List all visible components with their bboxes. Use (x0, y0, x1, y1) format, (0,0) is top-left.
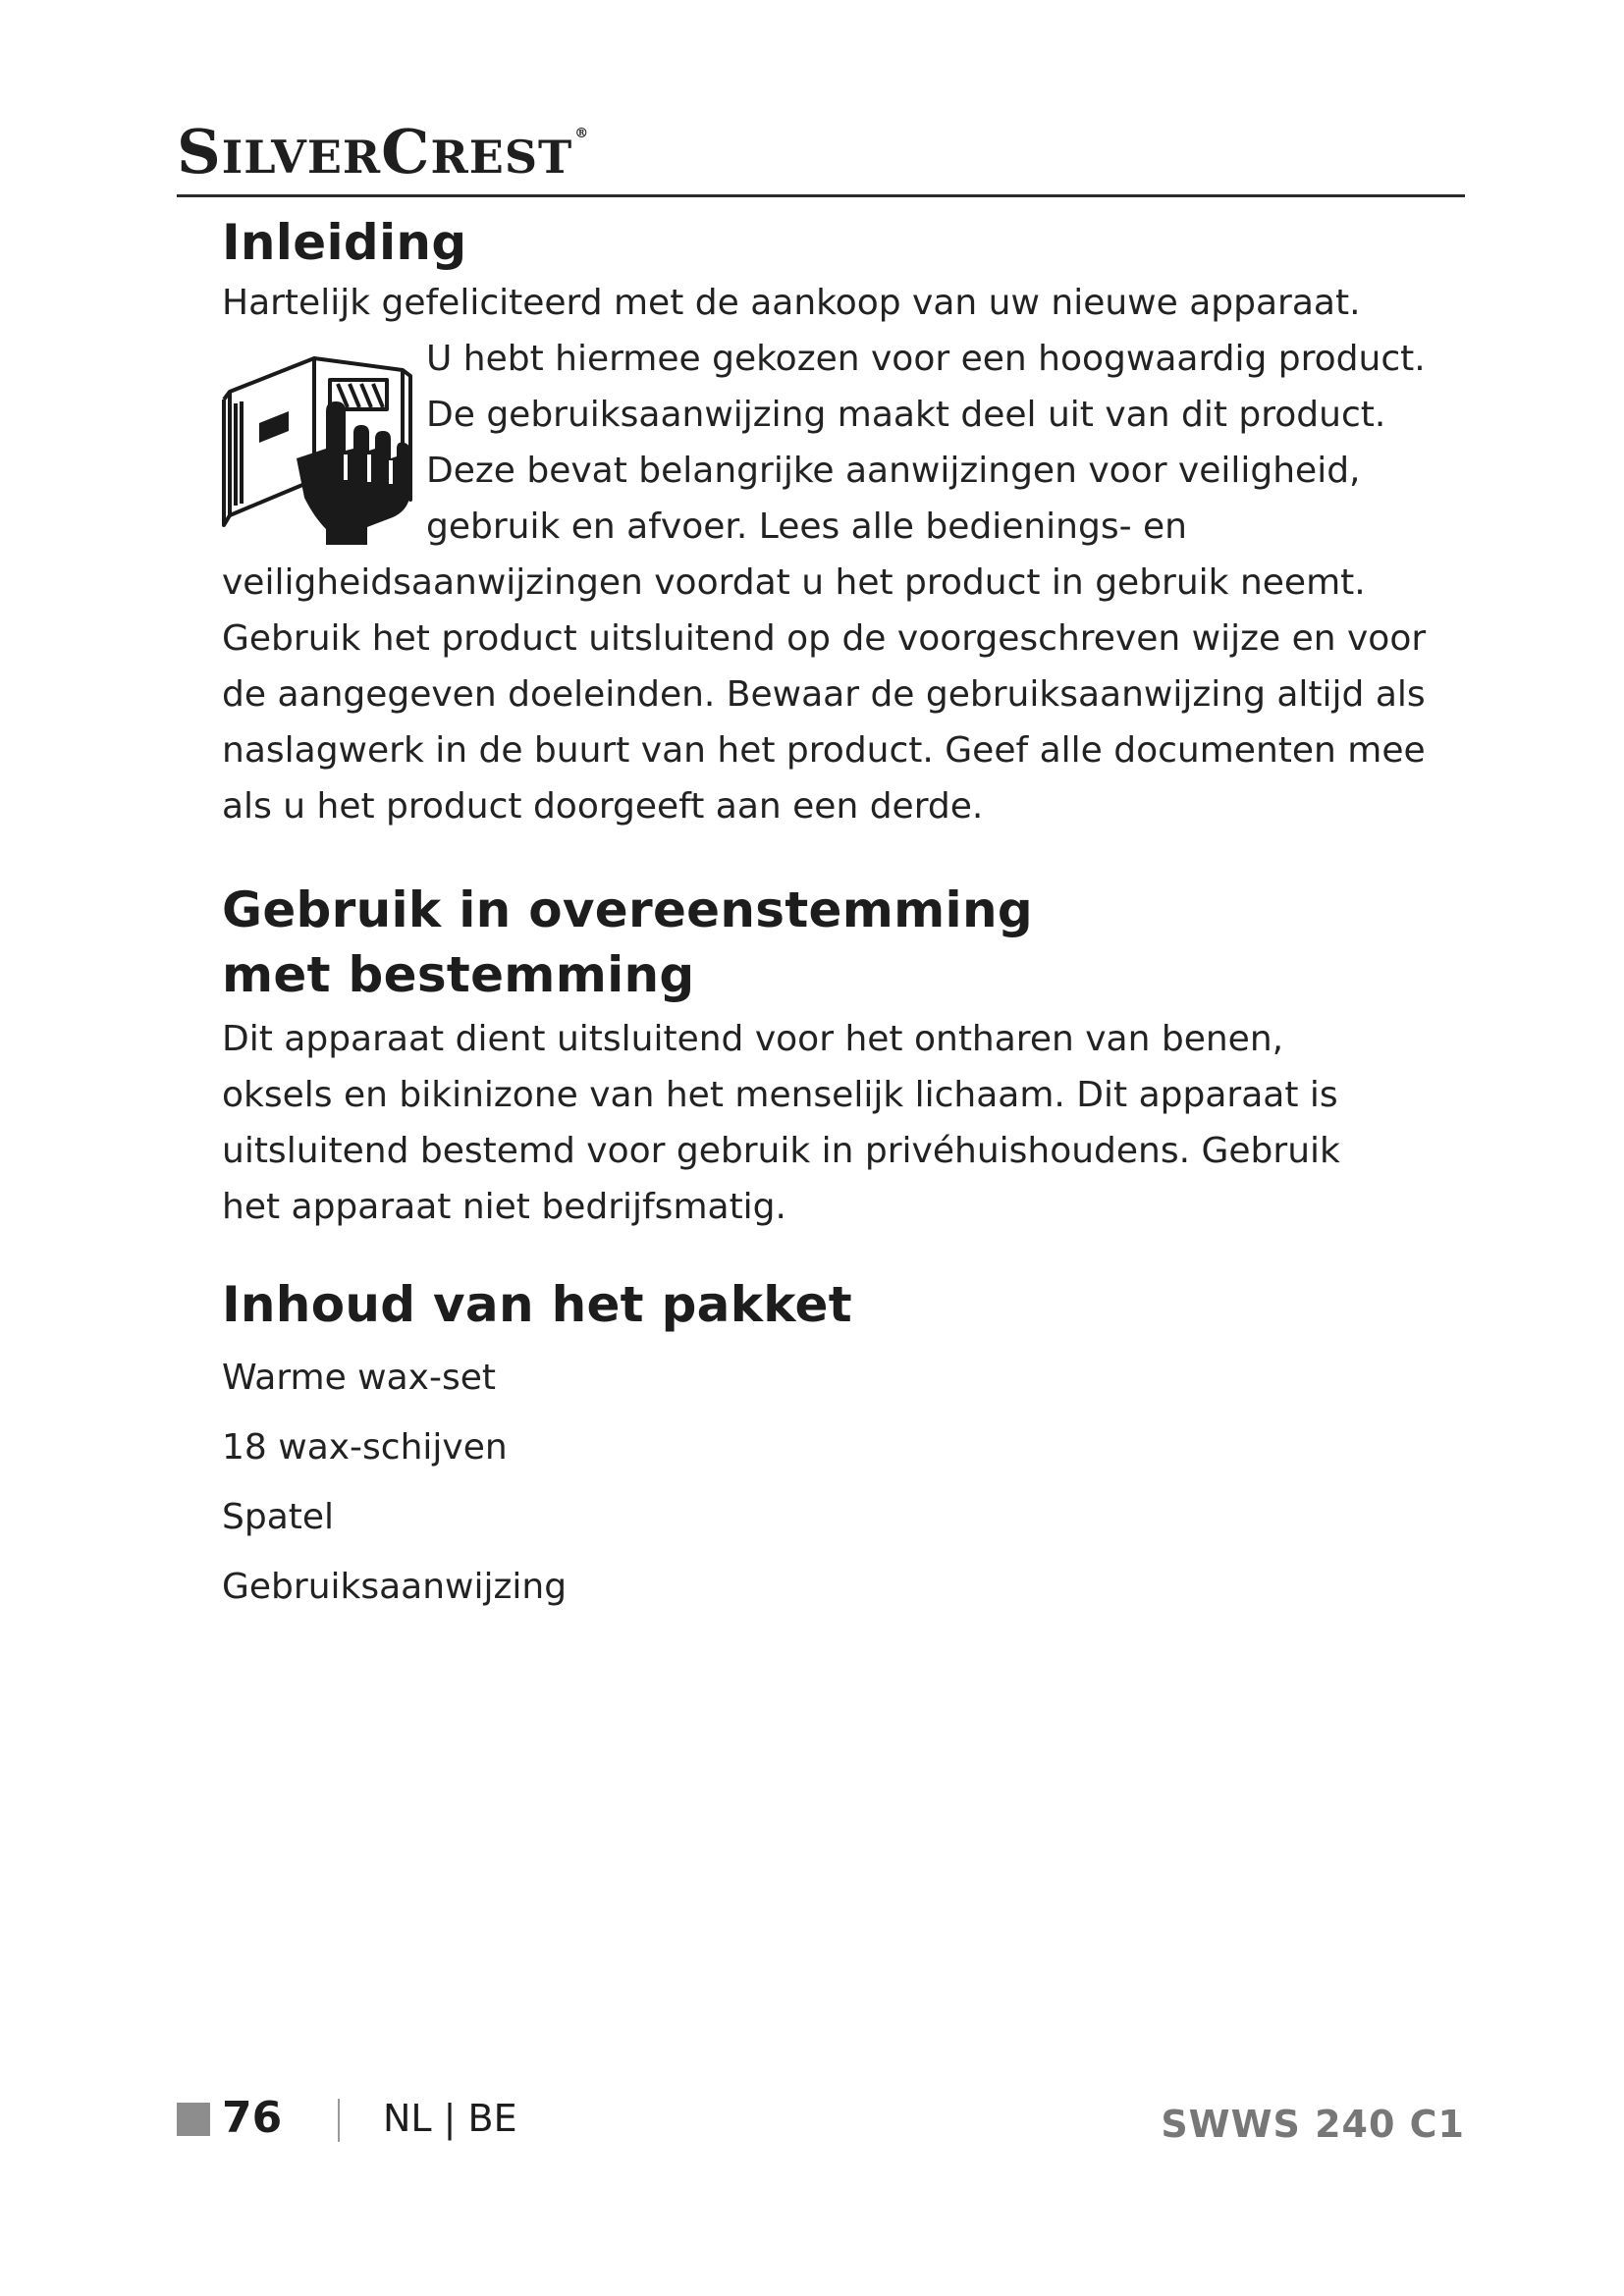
intended-use-heading: Gebruik in overeenstemming met bestemming (222, 881, 1033, 1003)
intended-use-paragraph: Dit apparaat dient uitsluitend voor het ontharen van benen, oksels en bikinizone van het menselijk lichaam. Dit apparaat is uitsluitend bestemd voor gebruik in privéhuishoudens. Gebruik het apparaat niet bedrijfsmatig. (222, 1019, 1340, 1227)
section-introduction (222, 210, 1439, 834)
list-item: Spatel (222, 1497, 335, 1537)
list-item: Warme wax-set (222, 1358, 496, 1398)
page-content (222, 210, 1439, 1622)
page-footer (177, 2091, 1465, 2150)
brand-logo: SILVERCREST ® (177, 116, 590, 187)
footer-square-marker (177, 2103, 210, 2136)
model-number: SWWS 240 C1 (1161, 2103, 1465, 2146)
list-item: 18 wax-schijven (222, 1427, 508, 1468)
page-number: 76 (222, 2093, 283, 2143)
intro-first-line: Hartelijk gefeliciteerd met de aankoop van uw nieuwe apparaat. (222, 283, 1361, 323)
intro-heading: Inleiding (222, 214, 467, 271)
section-package-contents (222, 1272, 1439, 1622)
language-label: NL | BE (383, 2097, 517, 2140)
list-item: Gebruiksaanwijzing (222, 1567, 568, 1607)
manual-book-hand-icon (220, 333, 416, 547)
intro-paragraph: U hebt hiermee gekozen voor een hoogwaardig product. De gebruiksaanwijzing maakt deel uit van dit product. Deze bevat belangrijke aanwijzingen voor veiligheid, gebruik en afvoer. Lees alle bedienings- en veiligheidsaanwijzingen voordat u het product in gebruik neemt. Gebruik het product uitsluitend op de voorgeschreven wijze en voor de aangegeven doeleinden. Bewaar de gebruiksaanwijzing altijd als naslagwerk in de buurt van het product. Geef alle documenten mee als u het product doorgeeft aan een derde. (222, 339, 1427, 827)
package-contents-list (222, 1343, 1439, 1622)
header-rule (177, 194, 1465, 197)
section-intended-use (222, 878, 1439, 1235)
package-contents-heading: Inhoud van het pakket (222, 1276, 852, 1333)
footer-divider (338, 2099, 340, 2142)
